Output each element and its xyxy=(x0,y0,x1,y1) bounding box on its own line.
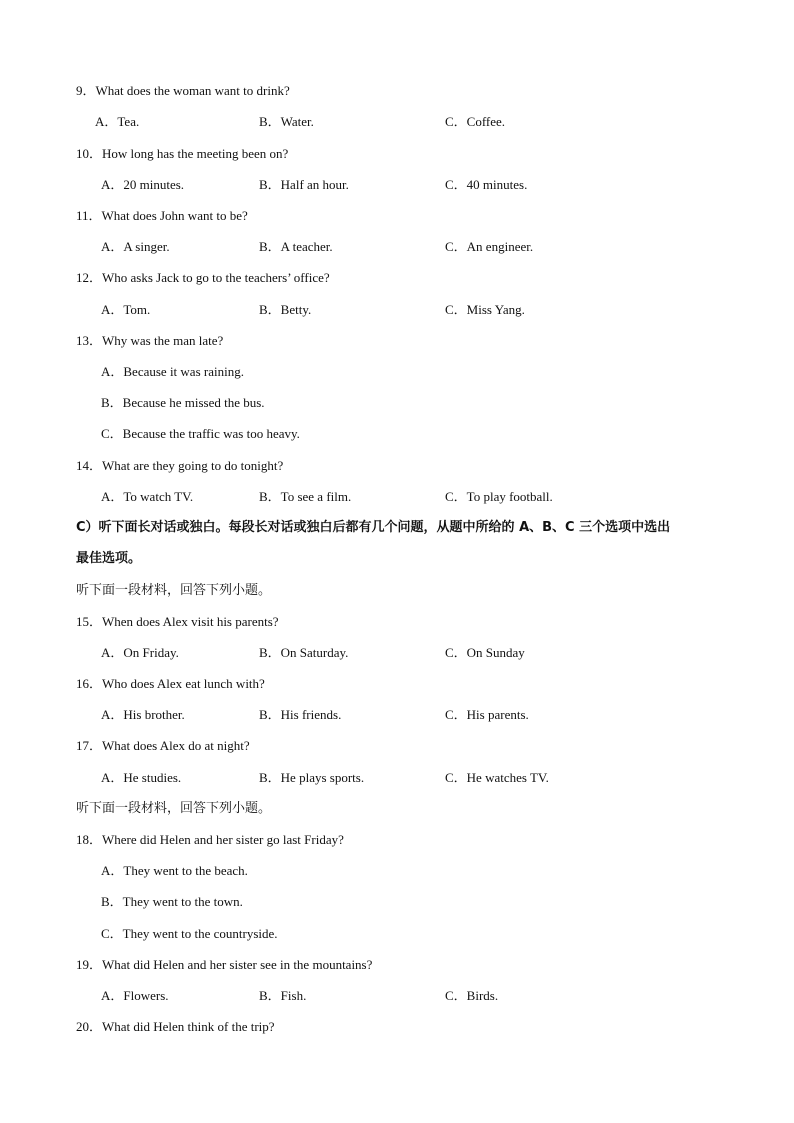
question-text: 20．What did Helen think of the trip? xyxy=(76,1019,275,1034)
question-19 xyxy=(0,955,794,975)
option-b: B．To see a film. xyxy=(259,489,352,504)
option-c: C．An engineer. xyxy=(445,239,534,254)
options-17 xyxy=(0,768,794,788)
question-text: 9．What does the woman want to drink? xyxy=(76,83,290,98)
option-b: B．Water. xyxy=(259,114,314,129)
option-c: C．Birds. xyxy=(445,988,499,1003)
question-17 xyxy=(0,736,794,756)
option-b: B．Half an hour. xyxy=(259,177,349,192)
question-text: 19．What did Helen and her sister see in the mountains? xyxy=(76,957,373,972)
section-c-heading-line2 xyxy=(0,549,794,569)
option-a: A．A singer. xyxy=(101,239,170,254)
option-13-a xyxy=(0,362,794,382)
option-a: A．To watch TV. xyxy=(101,489,194,504)
option-b: B．His friends. xyxy=(259,707,342,722)
question-18 xyxy=(0,830,794,850)
instruction-2 xyxy=(0,799,794,819)
options-15 xyxy=(0,643,794,663)
question-12 xyxy=(0,268,794,288)
option-b: B．He plays sports. xyxy=(259,770,365,785)
question-13 xyxy=(0,331,794,351)
question-10 xyxy=(0,144,794,164)
options-11 xyxy=(0,237,794,257)
option-a: A．Flowers. xyxy=(101,988,169,1003)
option-a: A．His brother. xyxy=(101,707,185,722)
option-c: C．Coffee. xyxy=(445,114,506,129)
option-a: A．On Friday. xyxy=(101,645,179,660)
question-text: 18．Where did Helen and her sister go last Friday? xyxy=(76,832,344,847)
instruction-1 xyxy=(0,581,794,601)
option-a: A．20 minutes. xyxy=(101,177,185,192)
option-a: A．Tom. xyxy=(101,302,151,317)
instruction-text: 听下面一段材料，回答下列小题。 xyxy=(76,583,272,598)
options-9 xyxy=(0,112,794,132)
question-text: 17．What does Alex do at night? xyxy=(76,738,250,753)
question-11 xyxy=(0,206,794,226)
option-18-a xyxy=(0,861,794,881)
option-c: C．His parents. xyxy=(445,707,529,722)
question-text: 13．Why was the man late? xyxy=(76,333,224,348)
options-19 xyxy=(0,986,794,1006)
option-c: C．To play football. xyxy=(445,489,553,504)
option-b: B．Betty. xyxy=(259,302,312,317)
question-14 xyxy=(0,456,794,476)
question-text: 16．Who does Alex eat lunch with? xyxy=(76,676,265,691)
option-18-c xyxy=(0,924,794,944)
option-a: A．He studies. xyxy=(101,770,182,785)
section-heading: 最佳选项。 xyxy=(76,551,142,566)
options-10 xyxy=(0,175,794,195)
option-b: B．On Saturday. xyxy=(259,645,349,660)
options-14 xyxy=(0,487,794,507)
option-b: B．Fish. xyxy=(259,988,307,1003)
option-18-b xyxy=(0,892,794,912)
option-c: C．Miss Yang. xyxy=(445,302,525,317)
option-13-c xyxy=(0,424,794,444)
option-c: C．He watches TV. xyxy=(445,770,549,785)
option-a: A．Because it was raining. xyxy=(101,364,244,379)
question-text: 12．Who asks Jack to go to the teachers’ office? xyxy=(76,270,330,285)
option-a: A．Tea. xyxy=(95,114,140,129)
question-15 xyxy=(0,612,794,632)
option-c: C．Because the traffic was too heavy. xyxy=(101,426,300,441)
section-heading: C）听下面长对话或独白。每段长对话或独白后都有几个问题，从题中所给的 A、B、C 三个选项中选出 xyxy=(76,520,671,535)
question-9 xyxy=(0,81,794,101)
question-20 xyxy=(0,1017,794,1037)
option-13-b xyxy=(0,393,794,413)
option-b: B．Because he missed the bus. xyxy=(101,395,265,410)
question-text: 14．What are they going to do tonight? xyxy=(76,458,284,473)
section-c-heading-line1 xyxy=(0,518,794,538)
option-b: B．A teacher. xyxy=(259,239,333,254)
option-c: C．On Sunday xyxy=(445,645,525,660)
question-text: 10．How long has the meeting been on? xyxy=(76,146,289,161)
options-12 xyxy=(0,300,794,320)
question-text: 15．When does Alex visit his parents? xyxy=(76,614,279,629)
option-a: A．They went to the beach. xyxy=(101,863,248,878)
option-b: B．They went to the town. xyxy=(101,894,243,909)
options-16 xyxy=(0,705,794,725)
question-16 xyxy=(0,674,794,694)
question-text: 11．What does John want to be? xyxy=(76,208,248,223)
option-c: C．40 minutes. xyxy=(445,177,528,192)
option-c: C．They went to the countryside. xyxy=(101,926,278,941)
instruction-text: 听下面一段材料，回答下列小题。 xyxy=(76,801,272,816)
